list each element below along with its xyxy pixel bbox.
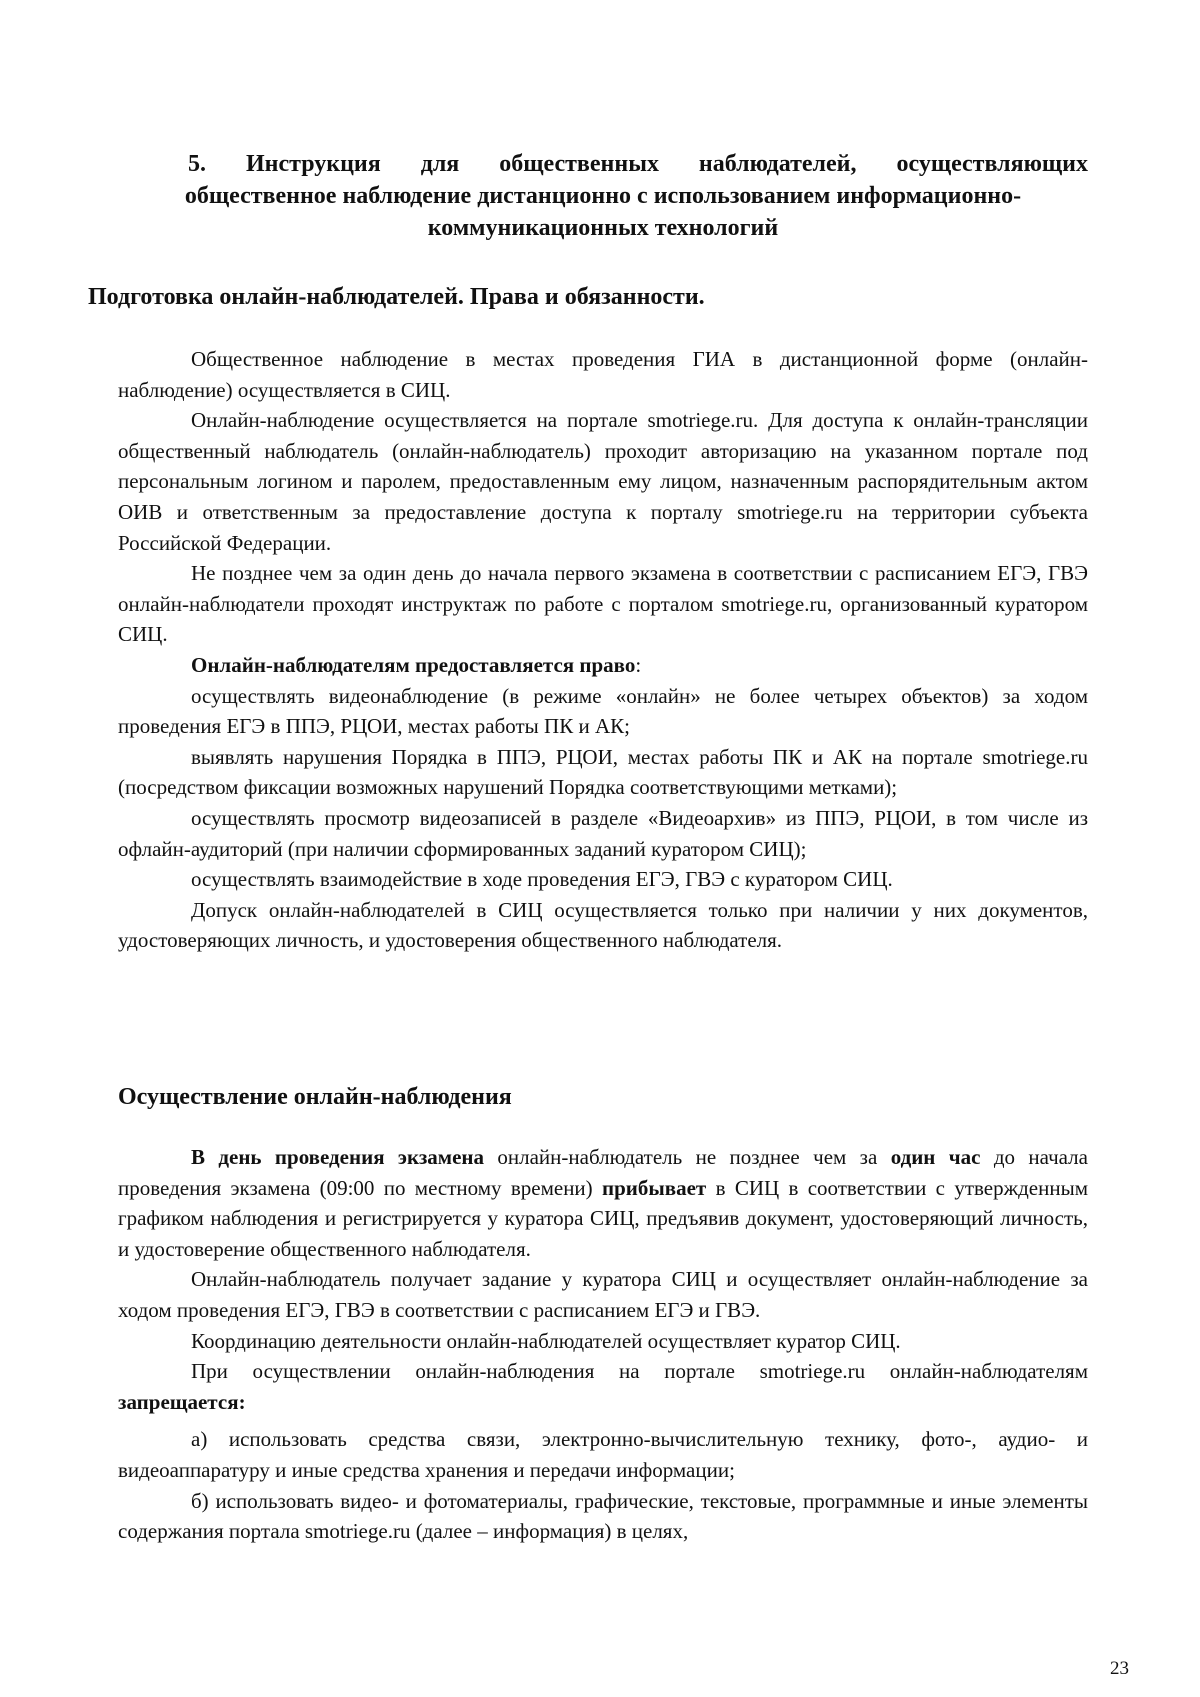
list-item-prohibited-b: б) использовать видео- и фотоматериалы, графические, текстовые, программные и иные элементы содержания портала smotriege.ru (далее – информация) в целях,: [118, 1488, 1088, 1544]
text-fragment: до начала проведения экзамена (09:00 по местному времени): [118, 1145, 1088, 1200]
paragraph-portal-access: Онлайн-наблюдение осуществляется на портале smotriege.ru. Для доступа к онлайн-трансляции общественный наблюдатель (онлайн-наблюдатель) проходит авторизацию на указанном портале под персональным логином и паролем, предоставленным ему лицом, назначенным распорядительным актом ОИВ и ответственным за предоставление доступа к порталу smotriege.ru на территории субъекта Российской Федерации.: [118, 408, 1088, 555]
paragraph-task: Онлайн-наблюдатель получает задание у куратора СИЦ и осуществляет онлайн-наблюдение за ходом проведения ЕГЭ, ГВЭ в соответствии с расписанием ЕГЭ и ГВЭ.: [118, 1267, 1088, 1322]
bold-one-hour: один час: [890, 1145, 981, 1169]
list-item-right: выявлять нарушения Порядка в ППЭ, РЦОИ, местах работы ПК и АК на портале smotriege.ru (посредством фиксации возможных нарушений Порядка соответствующими метками);: [118, 744, 1088, 800]
preparation-section-body: [118, 344, 1088, 956]
heading-preparation: Подготовка онлайн-наблюдателей. Права и обязанности.: [88, 284, 705, 310]
section-title-line-3: коммуникационных технологий: [427, 215, 779, 241]
paragraph-rights-intro: [118, 650, 1088, 681]
heading-implementation: Осуществление онлайн-наблюдения: [118, 1084, 512, 1110]
paragraph-admission: Допуск онлайн-наблюдателей в СИЦ осуществляется только при наличии у них документов, удостоверяющих личность, и удостоверения общественного наблюдателя.: [118, 897, 1088, 953]
bold-prohibited: запрещается:: [118, 1389, 246, 1414]
section-title-line-2: общественное наблюдение дистанционно с использованием информационно-: [184, 183, 1022, 209]
page-number: 23: [1110, 1658, 1129, 1679]
paragraph-prohibited-intro: [118, 1356, 1088, 1417]
list-item-right: осуществлять взаимодействие в ходе проведения ЕГЭ, ГВЭ с куратором СИЦ.: [191, 867, 893, 892]
section-title-line-1: 5. Инструкция для общественных наблюдателей, осуществляющих: [188, 151, 1088, 177]
paragraph-online-observation: Общественное наблюдение в местах проведения ГИА в дистанционной форме (онлайн-наблюдение) осуществляется в СИЦ.: [118, 347, 1088, 402]
rights-intro-colon: :: [635, 652, 642, 677]
implementation-section-body: [118, 1142, 1088, 1547]
text-fragment: в СИЦ в соответствии с утвержденным графиком наблюдения и регистрируется у куратора СИЦ, предъявив документ, удостоверяющий личность, и удостоверение общественного наблюдателя.: [118, 1175, 1089, 1261]
bold-exam-day: В день проведения экзамена: [191, 1145, 484, 1169]
paragraph-coordination: Координацию деятельности онлайн-наблюдателей осуществляет куратор СИЦ.: [191, 1328, 901, 1353]
text-fragment: При осуществлении онлайн-наблюдения на портале smotriege.ru онлайн-наблюдателям: [191, 1359, 1088, 1384]
bold-arrives: прибывает: [602, 1175, 707, 1200]
list-item-prohibited-a: а) использовать средства связи, электронно-вычислительную технику, фото-, аудио- и видеоаппаратуру и иные средства хранения и передачи информации;: [118, 1427, 1088, 1482]
list-item-right: осуществлять видеонаблюдение (в режиме «онлайн» не более четырех объектов) за ходом проведения ЕГЭ в ППЭ, РЦОИ, местах работы ПК и АК;: [118, 683, 1088, 739]
paragraph-briefing: Не позднее чем за один день до начала первого экзамена в соответствии с расписанием ЕГЭ, ГВЭ онлайн-наблюдатели проходят инструктаж по работе с порталом smotriege.ru, организованный куратором СИЦ.: [118, 561, 1088, 647]
list-item-right: осуществлять просмотр видеозаписей в разделе «Видеоархив» из ППЭ, РЦОИ, в том числе из офлайн-аудиторий (при наличии сформированных заданий куратором СИЦ);: [118, 805, 1088, 861]
rights-intro-bold: Онлайн-наблюдателям предоставляется право: [191, 652, 636, 677]
section-title: [118, 148, 1088, 244]
paragraph-exam-day: [118, 1142, 1088, 1264]
text-fragment: онлайн-наблюдатель не позднее чем за: [484, 1145, 891, 1169]
